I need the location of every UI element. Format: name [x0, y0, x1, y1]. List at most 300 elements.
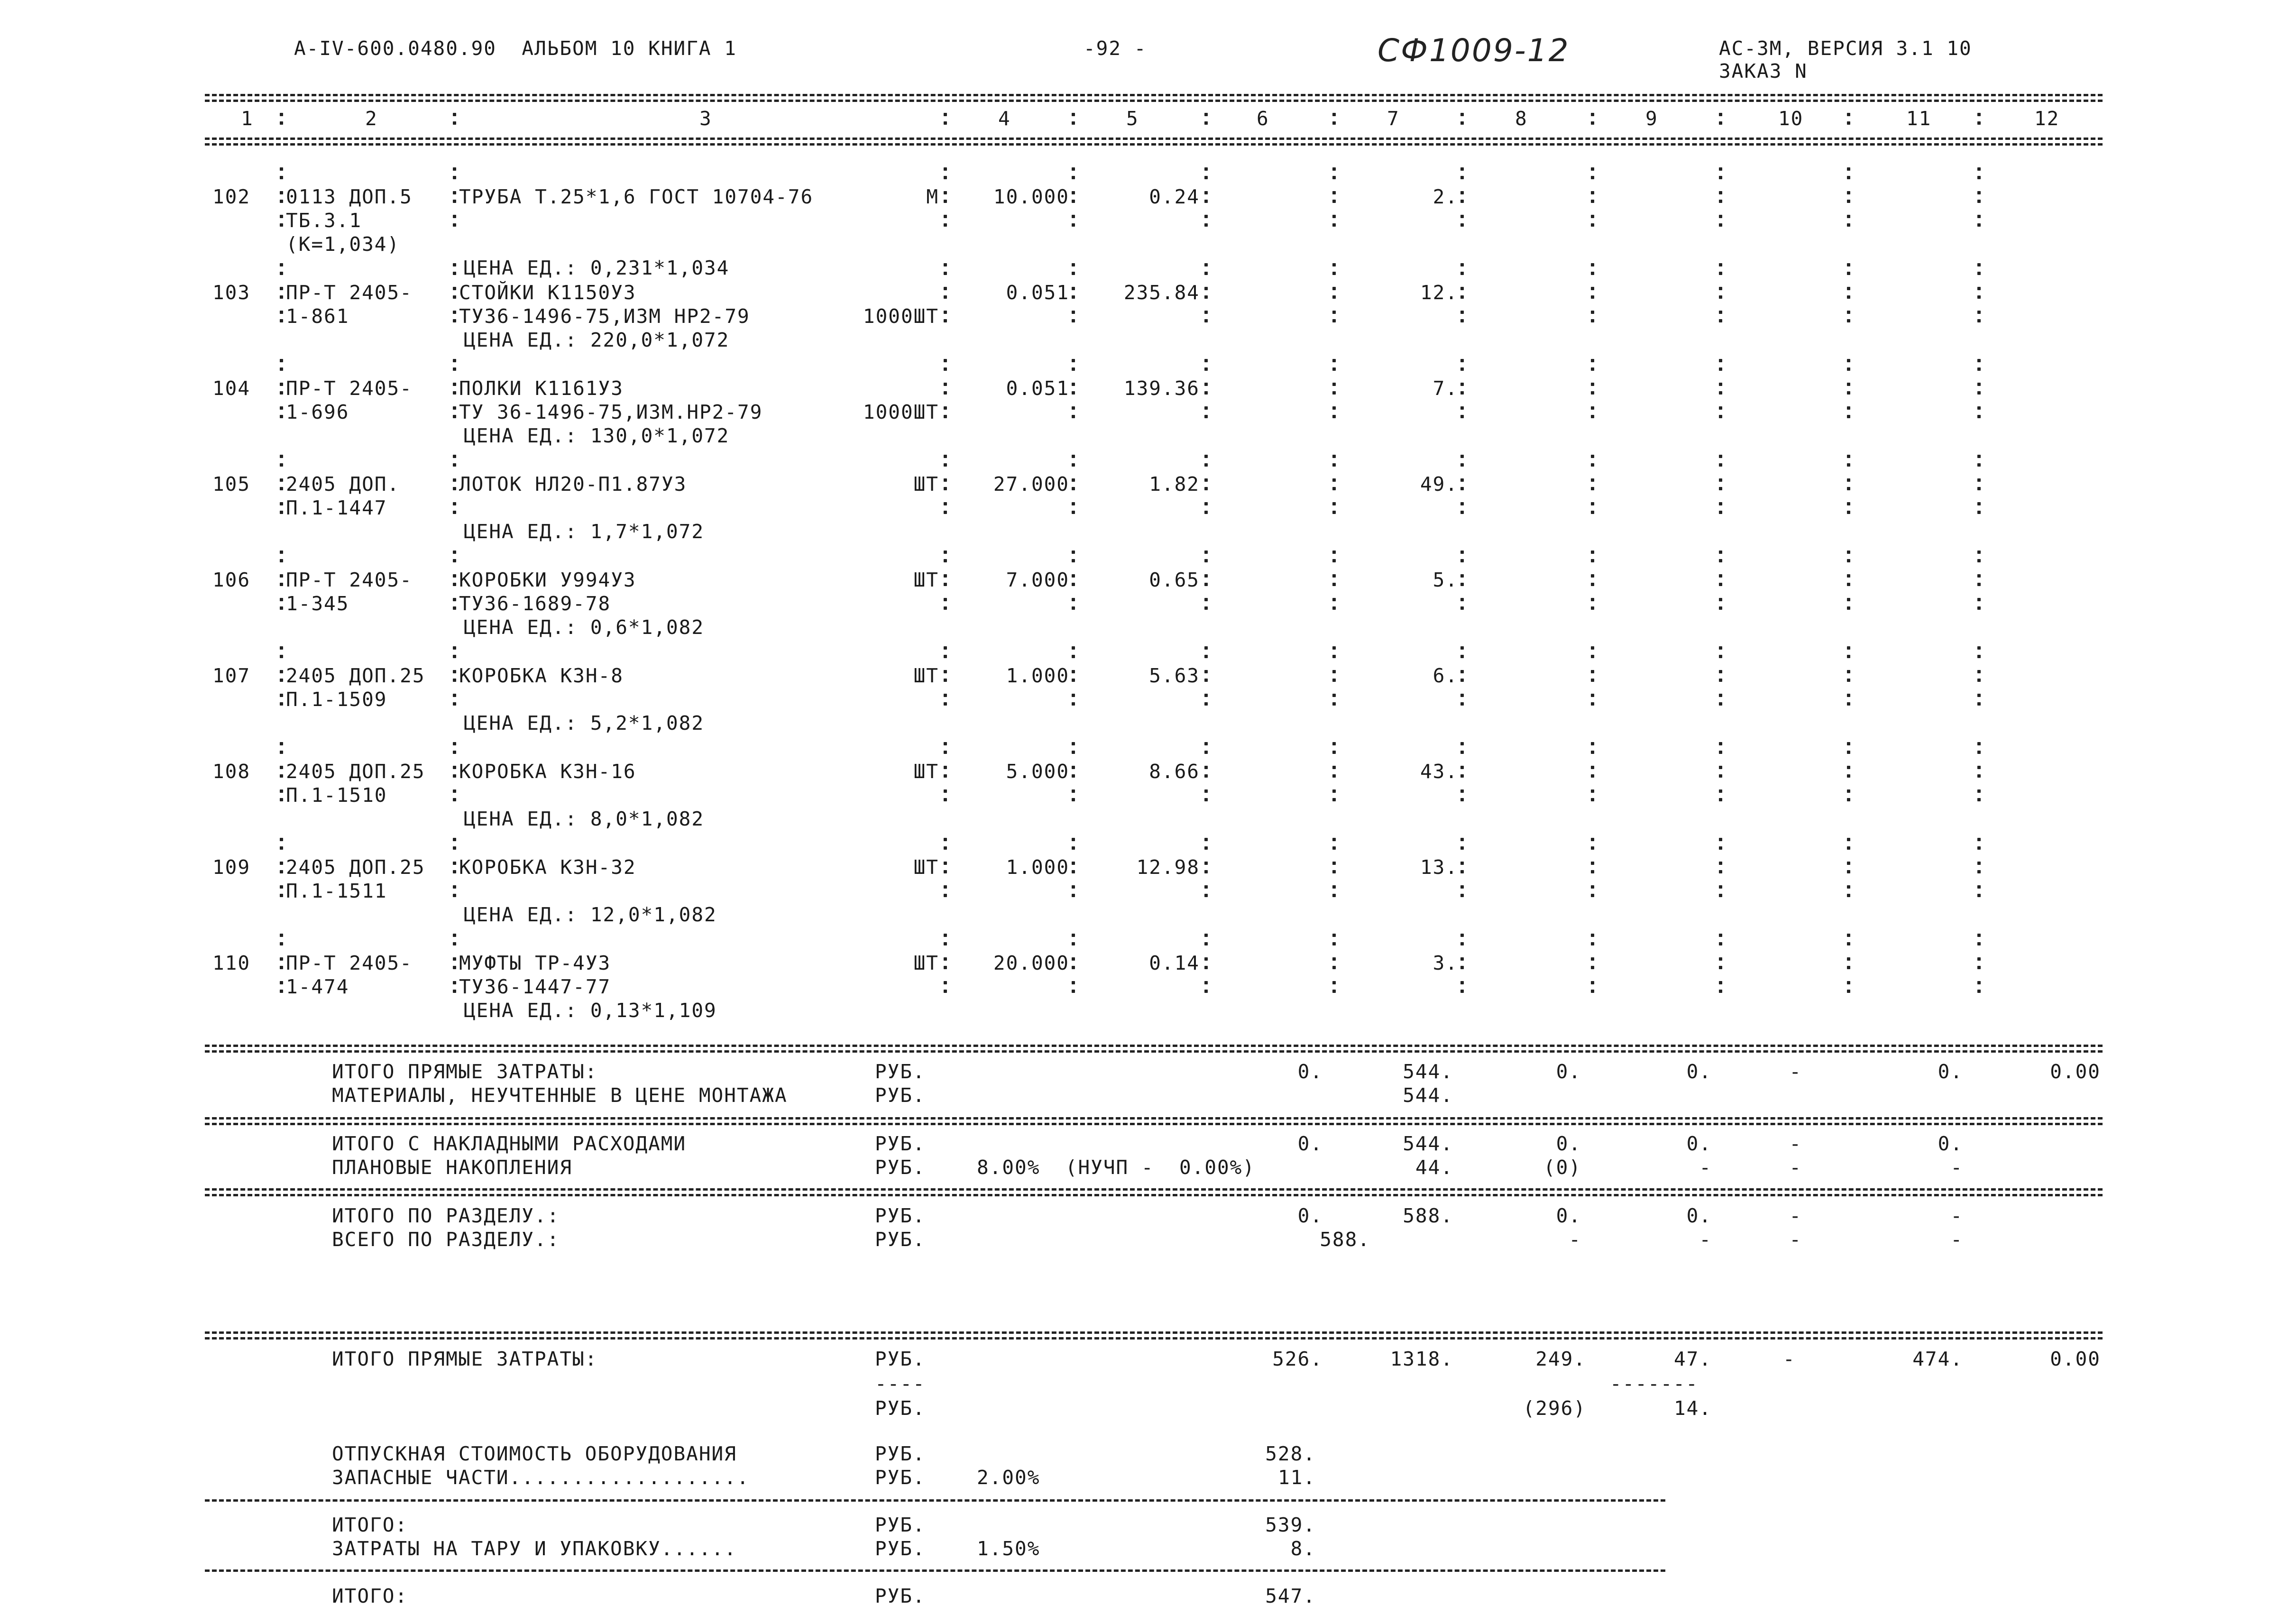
column-separator: [1591, 214, 1594, 228]
totals-label: ПЛАНОВЫЕ НАКОПЛЕНИЯ: [332, 1156, 572, 1179]
column-separator: [1460, 980, 1463, 994]
column-separator: [1977, 454, 1980, 468]
header-rule-bottom: [205, 138, 2103, 146]
column-separator: [1591, 112, 1594, 126]
spare-parts-percent: 2.00%: [977, 1466, 1040, 1489]
column-separator: [1847, 645, 1850, 660]
column-separator: [453, 358, 456, 372]
column-separator: [944, 454, 946, 468]
column-separator: [1332, 405, 1335, 420]
column-separator: [1847, 789, 1850, 803]
unit-price-formula: ЦЕНА ЕД.: 1,7*1,072: [464, 520, 704, 543]
totals-rule-2: [205, 1117, 2103, 1126]
norm-code: П.1-1510: [286, 784, 387, 807]
column-number: 11: [1906, 107, 1932, 130]
item-name: ТУ36-1496-75,ИЗМ НР2-79: [459, 305, 750, 328]
totals-c12: 0.00: [2050, 1060, 2101, 1083]
column-separator: [1460, 884, 1463, 899]
column-separator: [1591, 669, 1594, 683]
totals-c7: 44.: [1415, 1156, 1453, 1179]
column-number: 6: [1257, 107, 1269, 130]
column-separator: [944, 597, 946, 611]
column-separator: [1719, 597, 1722, 611]
norm-code: 1-474: [286, 975, 349, 998]
column-separator: [944, 765, 946, 779]
column-separator: [1072, 286, 1075, 300]
column-7-value: 49.: [1420, 473, 1458, 495]
column-7-value: 5.: [1433, 569, 1458, 591]
row-number: 103: [212, 281, 251, 304]
column-separator: [1072, 477, 1075, 492]
column-separator: [1847, 597, 1850, 611]
column-separator: [1460, 286, 1463, 300]
column-separator: [453, 405, 456, 420]
column-separator: [280, 550, 283, 564]
column-separator: [1719, 789, 1722, 803]
column-separator: [1847, 405, 1850, 420]
column-separator: [1460, 405, 1463, 420]
column-separator: [1460, 310, 1463, 324]
column-separator: [1591, 454, 1594, 468]
column-separator: [1719, 501, 1722, 515]
column-separator: [1072, 861, 1075, 875]
column-separator: [1719, 454, 1722, 468]
column-separator: [1591, 477, 1594, 492]
totals-unit: РУБ.: [875, 1228, 926, 1251]
column-separator: [1204, 214, 1207, 228]
column-separator: [1332, 861, 1335, 875]
column-separator: [1977, 884, 1980, 899]
column-separator: [1460, 837, 1463, 851]
totals-c8: 0.: [1556, 1204, 1581, 1227]
column-separator: [1332, 190, 1335, 204]
column-separator: [1460, 190, 1463, 204]
column-separator: [1591, 501, 1594, 515]
totals-label: ИТОГО ПО РАЗДЕЛУ.:: [332, 1204, 560, 1227]
totals-c11: -: [1950, 1156, 1963, 1179]
column-separator: [944, 310, 946, 324]
col9-subtotal-dash: -------: [1610, 1372, 1699, 1395]
unit-price: 0.24: [1149, 185, 1200, 208]
column-separator: [944, 980, 946, 994]
column-separator: [453, 837, 456, 851]
column-separator: [1977, 405, 1980, 420]
totals-label: ИТОГО ПРЯМЫЕ ЗАТРАТЫ:: [332, 1060, 598, 1083]
column-separator: [1072, 573, 1075, 587]
column-separator: [453, 597, 456, 611]
totals-c10: -: [1789, 1132, 1802, 1155]
column-separator: [453, 262, 456, 276]
column-separator: [453, 861, 456, 875]
column-7-value: 6.: [1433, 664, 1458, 687]
totals-c10: -: [1789, 1156, 1802, 1179]
column-separator: [1332, 166, 1335, 181]
column-separator: [1591, 382, 1594, 396]
column-separator: [1719, 693, 1722, 707]
column-separator: [1072, 789, 1075, 803]
subtotal-unit: РУБ.: [875, 1514, 926, 1536]
direct-costs-col11: 474.: [1912, 1348, 1963, 1370]
totals-c9: 0.: [1686, 1204, 1712, 1227]
column-separator: [1204, 693, 1207, 707]
column-separator: [280, 765, 283, 779]
unit-price: 5.63: [1149, 664, 1200, 687]
column-separator: [1847, 550, 1850, 564]
column-separator: [1719, 358, 1722, 372]
norm-code: П.1-1509: [286, 688, 387, 711]
column-separator: [1719, 933, 1722, 947]
column-separator: [1204, 190, 1207, 204]
column-7-value: 13.: [1420, 856, 1458, 879]
column-separator: [1977, 669, 1980, 683]
direct-costs-col7: 1318.: [1390, 1348, 1453, 1370]
column-separator: [1332, 550, 1335, 564]
column-separator: [280, 454, 283, 468]
column-separator: [1977, 765, 1980, 779]
column-separator: [1591, 789, 1594, 803]
column-separator: [1460, 214, 1463, 228]
column-separator: [1072, 190, 1075, 204]
unit: ШТ: [913, 952, 939, 974]
totals-rule-1: [205, 1045, 2103, 1053]
totals-c7: 544.: [1403, 1084, 1453, 1107]
column-separator: [453, 477, 456, 492]
unit-price: 1.82: [1149, 473, 1200, 495]
column-separator: [1719, 405, 1722, 420]
subtotal-rule-1: [205, 1499, 1665, 1502]
column-separator: [280, 310, 283, 324]
column-separator: [1204, 477, 1207, 492]
row-number: 108: [212, 760, 251, 783]
unit-price-formula: ЦЕНА ЕД.: 0,6*1,082: [464, 616, 704, 639]
column-separator: [1591, 190, 1594, 204]
document-code: А-IV-600.0480.90 АЛЬБОМ 10 КНИГА 1: [294, 37, 737, 60]
column-separator: [944, 741, 946, 755]
norm-code: 1-345: [286, 592, 349, 615]
column-separator: [1977, 980, 1980, 994]
column-separator: [1591, 741, 1594, 755]
column-separator: [1591, 837, 1594, 851]
column-separator: [1591, 573, 1594, 587]
column-separator: [1072, 382, 1075, 396]
column-separator: [1847, 573, 1850, 587]
column-separator: [280, 214, 283, 228]
unit-price-formula: ЦЕНА ЕД.: 0,13*1,109: [464, 999, 717, 1022]
column-separator: [1847, 693, 1850, 707]
column-7-value: 2.: [1433, 185, 1458, 208]
column-separator: [1332, 789, 1335, 803]
column-separator: [1591, 597, 1594, 611]
direct-costs-unit-dash: ----: [875, 1372, 926, 1395]
column-separator: [1072, 310, 1075, 324]
column-separator: [280, 477, 283, 492]
column-separator: [280, 501, 283, 515]
column-separator: [1719, 956, 1722, 971]
column-separator: [453, 286, 456, 300]
column-separator: [944, 262, 946, 276]
column-separator: [280, 837, 283, 851]
column-separator: [1204, 405, 1207, 420]
column-separator: [280, 573, 283, 587]
item-name: ТУ 36-1496-75,ИЗМ.НР2-79: [459, 401, 763, 423]
column-separator: [453, 310, 456, 324]
column-number: 8: [1515, 107, 1528, 130]
column-separator: [1460, 454, 1463, 468]
column-separator: [1977, 358, 1980, 372]
column-separator: [1977, 861, 1980, 875]
column-separator: [1847, 501, 1850, 515]
column-separator: [1977, 693, 1980, 707]
column-separator: [1204, 837, 1207, 851]
column-separator: [1977, 597, 1980, 611]
column-separator: [1072, 933, 1075, 947]
unit: ШТ: [913, 473, 939, 495]
column-separator: [1977, 501, 1980, 515]
column-separator: [1332, 645, 1335, 660]
column-separator: [944, 286, 946, 300]
sub-col8: (296): [1523, 1397, 1586, 1420]
column-separator: [1072, 884, 1075, 899]
column-separator: [1204, 933, 1207, 947]
column-separator: [1204, 310, 1207, 324]
column-separator: [1847, 741, 1850, 755]
norm-code: 1-861: [286, 305, 349, 328]
direct-costs-col10: -: [1783, 1348, 1796, 1370]
unit-price: 0.65: [1149, 569, 1200, 591]
unit-price: 0.14: [1149, 952, 1200, 974]
packing-cost-percent: 1.50%: [977, 1537, 1040, 1560]
column-separator: [1460, 382, 1463, 396]
column-separator: [453, 789, 456, 803]
column-separator: [1332, 286, 1335, 300]
column-separator: [1719, 382, 1722, 396]
column-separator: [1847, 837, 1850, 851]
totals-c11: 0.: [1938, 1132, 1963, 1155]
unit-price-formula: ЦЕНА ЕД.: 8,0*1,082: [464, 807, 704, 830]
direct-costs-col6: 526.: [1272, 1348, 1323, 1370]
totals-c6: 0.: [1297, 1204, 1323, 1227]
column-separator: [453, 933, 456, 947]
column-separator: [1072, 112, 1075, 126]
column-separator: [453, 693, 456, 707]
column-separator: [280, 980, 283, 994]
norm-code: ПР-Т 2405-: [286, 281, 413, 304]
spare-parts-value: 11.: [1277, 1466, 1316, 1489]
totals-c6: 0.: [1297, 1132, 1323, 1155]
column-separator: [1847, 214, 1850, 228]
column-separator: [1460, 358, 1463, 372]
column-separator: [1460, 166, 1463, 181]
column-separator: [280, 405, 283, 420]
norm-code: П.1-1447: [286, 496, 387, 519]
column-separator: [1072, 956, 1075, 971]
direct-costs-unit: РУБ.: [875, 1348, 926, 1370]
column-separator: [944, 190, 946, 204]
column-separator: [944, 645, 946, 660]
column-separator: [1977, 112, 1980, 126]
column-separator: [1719, 861, 1722, 875]
column-separator: [1591, 310, 1594, 324]
unit-price-formula: ЦЕНА ЕД.: 130,0*1,072: [464, 424, 730, 447]
column-separator: [1332, 573, 1335, 587]
totals-unit: РУБ.: [875, 1132, 926, 1155]
item-name: ЛОТОК НЛ20-П1.87У3: [459, 473, 687, 495]
column-7-value: 12.: [1420, 281, 1458, 304]
column-separator: [453, 741, 456, 755]
quantity: 7.000: [1006, 569, 1069, 591]
column-separator: [944, 358, 946, 372]
column-separator: [1332, 477, 1335, 492]
column-separator: [944, 693, 946, 707]
packing-cost-unit: РУБ.: [875, 1537, 926, 1560]
quantity: 0.051: [1006, 377, 1069, 400]
column-separator: [1977, 645, 1980, 660]
column-separator: [1591, 980, 1594, 994]
subtotal-label: ИТОГО:: [332, 1514, 408, 1536]
column-separator: [1847, 286, 1850, 300]
column-separator: [1847, 933, 1850, 947]
order-number-label: ЗАКАЗ N: [1719, 60, 1808, 83]
item-name: МУФТЫ ТР-4У3: [459, 952, 611, 974]
column-separator: [1332, 112, 1335, 126]
column-separator: [1072, 597, 1075, 611]
column-separator: [1332, 669, 1335, 683]
column-number: 7: [1387, 107, 1400, 130]
packing-cost-label: ЗАТРАТЫ НА ТАРУ И УПАКОВКУ......: [332, 1537, 737, 1560]
column-separator: [1072, 645, 1075, 660]
column-separator: [1332, 837, 1335, 851]
subtotal-rule-2: [205, 1569, 1665, 1572]
column-separator: [1460, 765, 1463, 779]
column-separator: [1977, 190, 1980, 204]
column-separator: [280, 382, 283, 396]
column-separator: [453, 214, 456, 228]
item-name: ТРУБА Т.25*1,6 ГОСТ 10704-76: [459, 185, 814, 208]
unit-price-formula: ЦЕНА ЕД.: 220,0*1,072: [464, 329, 730, 351]
column-separator: [453, 112, 456, 126]
column-separator: [1847, 861, 1850, 875]
equipment-cost-value: 528.: [1265, 1442, 1316, 1465]
column-separator: [1204, 286, 1207, 300]
quantity: 27.000: [993, 473, 1069, 495]
direct-costs-label: ИТОГО ПРЯМЫЕ ЗАТРАТЫ:: [332, 1348, 598, 1370]
column-separator: [1719, 477, 1722, 492]
norm-code: 0113 ДОП.5: [286, 185, 413, 208]
totals-c9: 0.: [1686, 1060, 1712, 1083]
column-separator: [453, 980, 456, 994]
column-separator: [944, 405, 946, 420]
column-separator: [944, 166, 946, 181]
unit: 1000ШТ: [863, 305, 939, 328]
column-separator: [280, 884, 283, 899]
column-separator: [280, 597, 283, 611]
column-separator: [1460, 262, 1463, 276]
totals-label: МАТЕРИАЛЫ, НЕУЧТЕННЫЕ В ЦЕНЕ МОНТАЖА: [332, 1084, 788, 1107]
subtotal-value: 539.: [1265, 1514, 1316, 1536]
column-separator: [1072, 166, 1075, 181]
column-number: 5: [1126, 107, 1139, 130]
column-separator: [1072, 837, 1075, 851]
column-separator: [280, 166, 283, 181]
quantity: 20.000: [993, 952, 1069, 974]
column-separator: [1072, 669, 1075, 683]
totals-c10: -: [1789, 1228, 1802, 1251]
column-separator: [280, 693, 283, 707]
norm-code: 1-696: [286, 401, 349, 423]
column-separator: [1460, 933, 1463, 947]
column-separator: [453, 190, 456, 204]
column-separator: [1591, 884, 1594, 899]
column-separator: [1332, 884, 1335, 899]
item-name: ТУ36-1689-78: [459, 592, 611, 615]
column-separator: [1460, 573, 1463, 587]
column-separator: [1591, 550, 1594, 564]
column-separator: [1460, 550, 1463, 564]
column-separator: [1332, 310, 1335, 324]
direct-costs-col12: 0.00: [2050, 1348, 2101, 1370]
column-separator: [1719, 573, 1722, 587]
totals-c8: -: [1569, 1228, 1581, 1251]
column-7-value: 43.: [1420, 760, 1458, 783]
column-separator: [280, 262, 283, 276]
column-separator: [1332, 980, 1335, 994]
column-separator: [1719, 112, 1722, 126]
column-number: 4: [998, 107, 1011, 130]
row-number: 105: [212, 473, 251, 495]
column-separator: [280, 190, 283, 204]
column-separator: [1204, 573, 1207, 587]
column-separator: [1460, 669, 1463, 683]
totals-unit: РУБ.: [875, 1204, 926, 1227]
column-number: 10: [1778, 107, 1804, 130]
totals-c11: 0.: [1938, 1060, 1963, 1083]
total-label: ИТОГО:: [332, 1585, 408, 1607]
column-separator: [1719, 765, 1722, 779]
column-separator: [1460, 501, 1463, 515]
column-separator: [1847, 956, 1850, 971]
program-version: АС-3М, ВЕРСИЯ 3.1 10: [1719, 37, 1972, 60]
column-separator: [1460, 861, 1463, 875]
column-separator: [944, 382, 946, 396]
column-separator: [280, 789, 283, 803]
column-separator: [280, 741, 283, 755]
totals-c10: -: [1789, 1060, 1802, 1083]
column-separator: [944, 933, 946, 947]
norm-code: ПР-Т 2405-: [286, 569, 413, 591]
sub-col9: 14.: [1673, 1397, 1712, 1420]
spare-parts-label: ЗАПАСНЫЕ ЧАСТИ...................: [332, 1466, 750, 1489]
column-separator: [453, 573, 456, 587]
column-separator: [1204, 789, 1207, 803]
column-separator: [1977, 166, 1980, 181]
column-separator: [280, 286, 283, 300]
norm-code: ПР-Т 2405-: [286, 377, 413, 400]
column-number: 2: [365, 107, 378, 130]
column-separator: [1204, 597, 1207, 611]
column-number: 9: [1645, 107, 1658, 130]
column-separator: [1847, 454, 1850, 468]
column-separator: [1977, 837, 1980, 851]
column-separator: [1591, 765, 1594, 779]
unit-price-formula: ЦЕНА ЕД.: 12,0*1,082: [464, 903, 717, 926]
totals-c8: 0.: [1556, 1060, 1581, 1083]
column-separator: [1332, 597, 1335, 611]
column-separator: [1591, 933, 1594, 947]
equipment-cost-unit: РУБ.: [875, 1442, 926, 1465]
column-separator: [280, 645, 283, 660]
quantity: 1.000: [1006, 664, 1069, 687]
column-separator: [1204, 262, 1207, 276]
